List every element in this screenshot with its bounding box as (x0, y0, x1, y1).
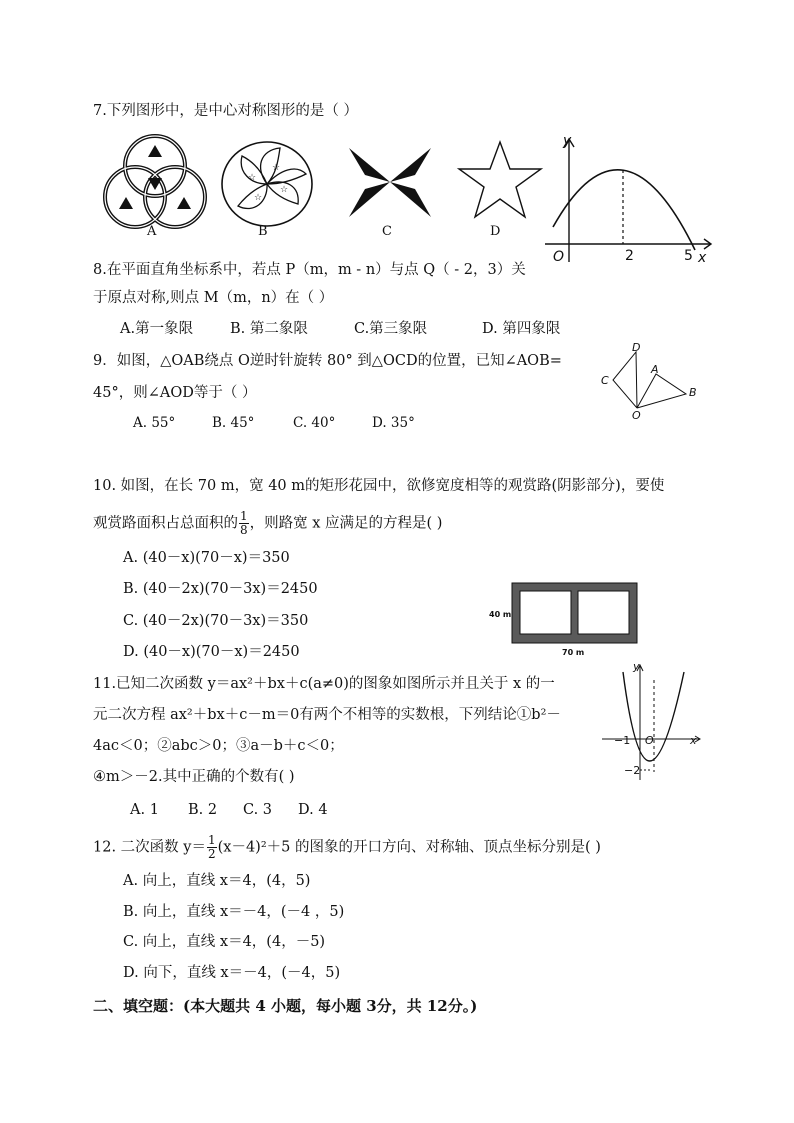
q10-garden-figure (512, 583, 637, 643)
q11-line4: ④m＞－2.其中正确的个数有( ) (93, 769, 295, 785)
q11-option-d: D. 4 (298, 802, 328, 818)
q11-option-c: C. 3 (243, 802, 273, 818)
q10-option-d: D. (40－x)(70－x)＝2450 (123, 644, 300, 660)
q11-parabola-graph (600, 660, 705, 785)
q8-option-c: C.第三象限 (354, 321, 428, 337)
q10-option-c: C. (40－2x)(70－3x)＝350 (123, 613, 309, 629)
svg-text:☆: ☆ (280, 185, 289, 195)
q7-graph-tick-2: 2 (625, 248, 634, 264)
q8-line2: 于原点对称,则点 M（m，n）在（ ） (93, 290, 334, 306)
q10-line2 (93, 510, 442, 537)
q7-graph-origin-label: O (553, 249, 565, 265)
q11-option-a: A. 1 (130, 802, 159, 818)
q11-option-b: B. 2 (188, 802, 218, 818)
svg-text:☆: ☆ (248, 173, 257, 183)
q9-label-a: A (651, 363, 659, 376)
q10-option-b: B. (40－2x)(70－3x)＝2450 (123, 581, 318, 597)
q11-line2: 元二次方程 ax²＋bx＋c－m＝0有两个不相等的实数根，下列结论①b²－ (93, 707, 561, 723)
q7-stem: 7.下列图形中，是中心对称图形的是（ ） (93, 103, 358, 119)
q9-option-b: B. 45° (212, 415, 255, 431)
q11-graph-tick-neg1: −1 (614, 734, 631, 747)
q10-option-a: A. (40－x)(70－x)＝350 (123, 550, 290, 566)
q7-label-a: A (147, 224, 157, 239)
svg-text:☆: ☆ (272, 163, 281, 173)
q10-line1: 10. 如图，在长 70 m，宽 40 m的矩形花园中，欲修宽度相等的观赏路(阴影部分)，要使 (93, 478, 665, 494)
q9-label-b: B (689, 386, 697, 399)
q7-label-b: B (258, 224, 268, 239)
q7-label-c: C (382, 224, 392, 239)
q8-option-a: A.第一象限 (120, 321, 194, 337)
q9-label-c: C (601, 374, 609, 387)
q10-fraction-denominator: 8 (240, 523, 248, 537)
q9-option-a: A. 55° (133, 415, 176, 431)
q11-line1: 11.已知二次函数 y＝ax²＋bx＋c(a≠0)的图象如图所示并且关于 x 的一 (93, 676, 555, 692)
svg-text:☆: ☆ (254, 193, 263, 203)
q12-option-c: C. 向上，直线 x＝4，(4，－5) (123, 934, 326, 950)
q12-stem-post: (x－4)²＋5 的图象的开口方向、对称轴、顶点坐标分别是( ) (217, 839, 601, 856)
q10-fraction-numerator: 1 (240, 509, 248, 523)
q8-option-d: D. 第四象限 (482, 321, 561, 337)
q11-graph-tick-neg2: −2 (624, 764, 641, 777)
q10-line2-pre: 观赏路面积占总面积的 (93, 515, 238, 532)
q12-fraction-numerator: 1 (207, 833, 216, 847)
q8-option-b: B. 第二象限 (230, 321, 308, 337)
q8-line1: 8.在平面直角坐标系中，若点 P（m，m - n）与点 Q（ - 2，3）关 (93, 262, 526, 278)
q7-graph-tick-5: 5 (684, 248, 693, 264)
q7-label-d: D (490, 224, 501, 239)
q10-width-label: 40 m (489, 610, 512, 619)
q7-figure-d (455, 140, 545, 220)
q11-line3: 4ac＜0；②abc＞0；③a－b＋c＜0； (93, 738, 344, 754)
q7-figure-c (345, 145, 435, 220)
q9-option-d: D. 35° (372, 415, 415, 431)
q11-graph-x-label: x (690, 734, 697, 747)
q7-figure-b (220, 140, 315, 228)
q12-fraction (207, 834, 217, 861)
q9-label-o: O (632, 409, 641, 422)
q7-figure-a (98, 130, 213, 225)
q12-stem (93, 834, 601, 861)
q7-graph-y-label: y (563, 133, 572, 149)
q12-stem-pre: 12. 二次函数 y＝ (93, 839, 206, 856)
q12-option-a: A. 向上，直线 x＝4，(4，5) (123, 873, 311, 889)
q10-length-label: 70 m (562, 648, 585, 657)
q9-line2: 45°，则∠AOD等于（ ） (93, 385, 257, 401)
q11-graph-origin-label: O (645, 734, 654, 747)
q10-fraction (239, 510, 249, 537)
q11-graph-y-label: y (633, 660, 640, 673)
q7-graph-x-label: x (698, 250, 707, 266)
q9-line1: 9．如图，△OAB绕点 O逆时针旋转 80° 到△OCD的位置，已知∠AOB= (93, 353, 562, 369)
q12-option-d: D. 向下，直线 x＝－4，(－4，5) (123, 965, 341, 981)
q9-option-c: C. 40° (293, 415, 336, 431)
q12-option-b: B. 向上，直线 x＝－4，(－4 ，5) (123, 904, 345, 920)
q10-line2-post: ，则路宽 x 应满足的方程是( ) (249, 515, 443, 532)
section2-title: 二、填空题：(本大题共 4 小题，每小题 3分，共 12分。) (93, 997, 478, 1015)
q12-fraction-denominator: 2 (207, 847, 216, 861)
q9-label-d: D (632, 341, 641, 354)
